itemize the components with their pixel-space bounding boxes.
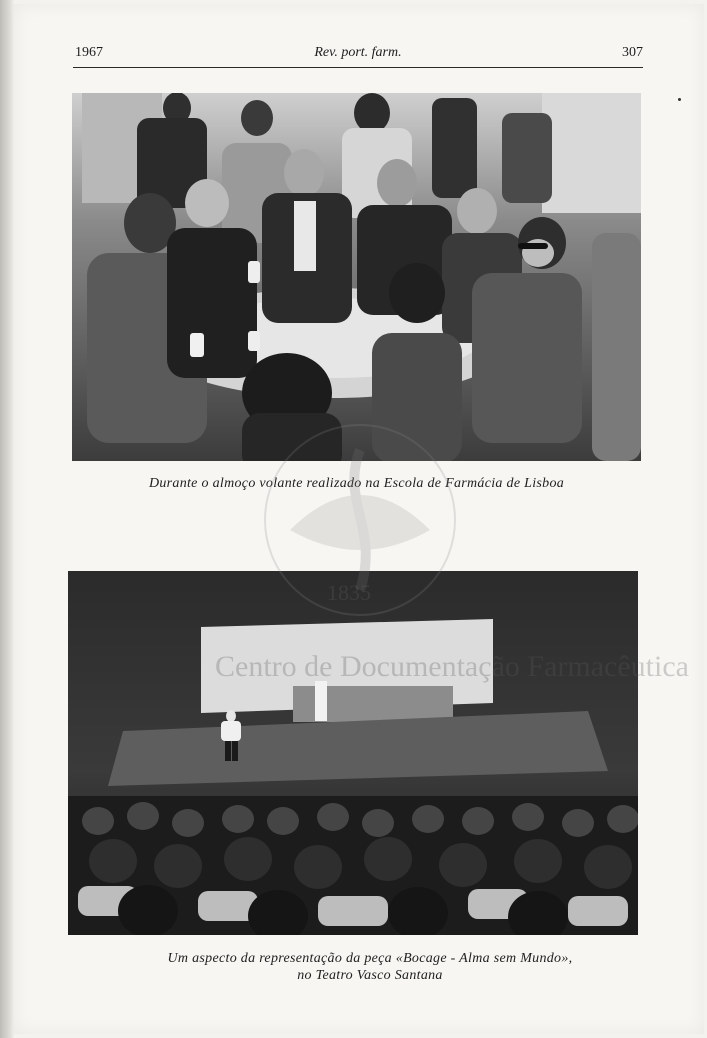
page-header <box>73 45 643 65</box>
watermark-text: Centro de Documentação Farmacêutica <box>215 650 689 683</box>
header-year: 1967 <box>75 45 103 60</box>
photo-caption-lunch: Durante o almoço volante realizado na Escola de Farmácia de Lisboa <box>148 476 565 491</box>
photo-theatre-performance <box>68 571 638 935</box>
photo-lunch-gathering <box>72 93 641 461</box>
header-journal-title: Rev. port. farm. <box>314 45 402 60</box>
header-rule <box>73 67 643 68</box>
header-page-number: 307 <box>622 45 643 60</box>
photo-caption-theatre-line1: Um aspecto da representação da peça «Bocage - Alma sem Mundo», <box>167 951 573 966</box>
photo-caption-theatre-line2: no Teatro Vasco Santana <box>297 968 443 983</box>
page-binding-edge <box>0 0 14 1038</box>
speck <box>678 98 681 101</box>
photo-caption-theatre <box>70 950 670 984</box>
watermark-year: 1835 <box>327 580 371 605</box>
